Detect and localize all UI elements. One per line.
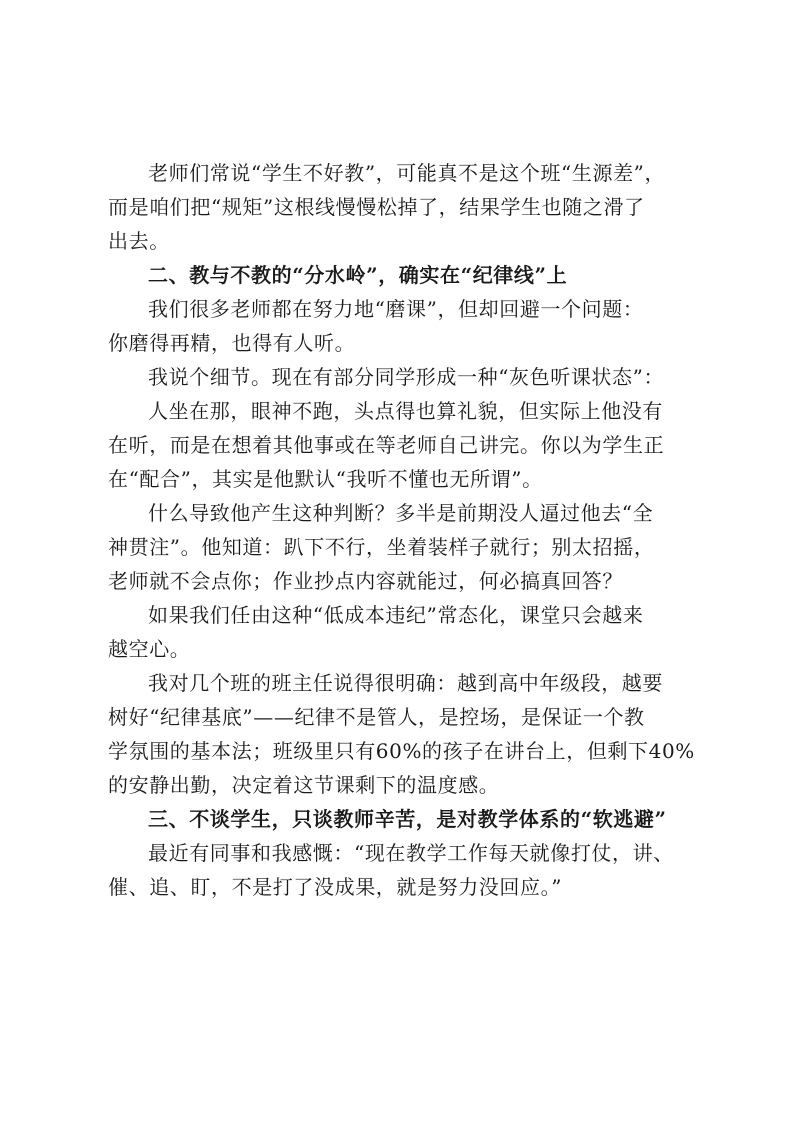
paragraph-line: 最近有同事和我感慨：“现在教学工作每天就像打仗，讲、 bbox=[148, 841, 674, 865]
paragraph-line: 我们很多老师都在努力地“磨课”，但却回避一个问题： bbox=[148, 297, 644, 321]
paragraph-line: 催、追、盯，不是打了没成果，就是努力没回应。” bbox=[108, 875, 563, 899]
paragraph-4 bbox=[108, 394, 686, 496]
paragraph-6 bbox=[108, 598, 686, 666]
section-heading-2: 二、教与不教的“分水岭”，确实在“纪律线”上 bbox=[148, 263, 568, 287]
paragraph-line: 如果我们任由这种“低成本违纪”常态化，课堂只会越来 bbox=[148, 603, 644, 627]
paragraph-line: 神贯注”。他知道：趴下不行，坐着装样子就行；别太招摇， bbox=[108, 535, 655, 559]
paragraph-2 bbox=[108, 292, 686, 360]
paragraph-line: 在“配合”，其实是他默认“我听不懂也无所谓”。 bbox=[108, 467, 543, 491]
paragraph-8 bbox=[108, 836, 686, 904]
paragraph-line: 我说个细节。现在有部分同学形成一种“灰色听课状态”： bbox=[148, 365, 665, 389]
paragraph-line: 什么导致他产生这种判断？多半是前期没人逼过他去“全 bbox=[148, 501, 654, 525]
paragraph-3 bbox=[108, 360, 686, 394]
paragraph-line: 树好“纪律基底”——纪律不是管人，是控场，是保证一个教 bbox=[108, 705, 645, 729]
document-body bbox=[108, 156, 695, 904]
paragraph-1 bbox=[108, 156, 686, 258]
paragraph-7 bbox=[108, 666, 695, 802]
paragraph-line: 老师们常说“学生不好教”，可能真不是这个班“生源差”， bbox=[148, 161, 666, 185]
paragraph-5 bbox=[108, 496, 686, 598]
paragraph-line: 而是咱们把“规矩”这根线慢慢松掉了，结果学生也随之滑了 bbox=[108, 195, 645, 219]
paragraph-line: 越空心。 bbox=[108, 637, 191, 661]
paragraph-line: 我对几个班的班主任说得很明确：越到高中年级段，越要 bbox=[148, 671, 663, 695]
paragraph-line: 人坐在那，眼神不跑，头点得也算礼貌，但实际上他没有 bbox=[148, 399, 663, 423]
paragraph-line: 学氛围的基本法；班级里只有60%的孩子在讲台上，但剩下40% bbox=[108, 739, 695, 763]
paragraph-line: 的安静出勤，决定着这节课剩下的温度感。 bbox=[108, 773, 500, 797]
paragraph-line: 你磨得再精，也得有人听。 bbox=[108, 331, 356, 355]
paragraph-line: 在听，而是在想着其他事或在等老师自己讲完。你以为学生正 bbox=[108, 433, 665, 457]
paragraph-line: 老师就不会点你；作业抄点内容就能过，何必搞真回答？ bbox=[108, 569, 623, 593]
paragraph-line: 出去。 bbox=[108, 229, 170, 253]
section-heading-3: 三、不谈学生，只谈教师辛苦，是对教学体系的“软逃避” bbox=[148, 807, 667, 831]
